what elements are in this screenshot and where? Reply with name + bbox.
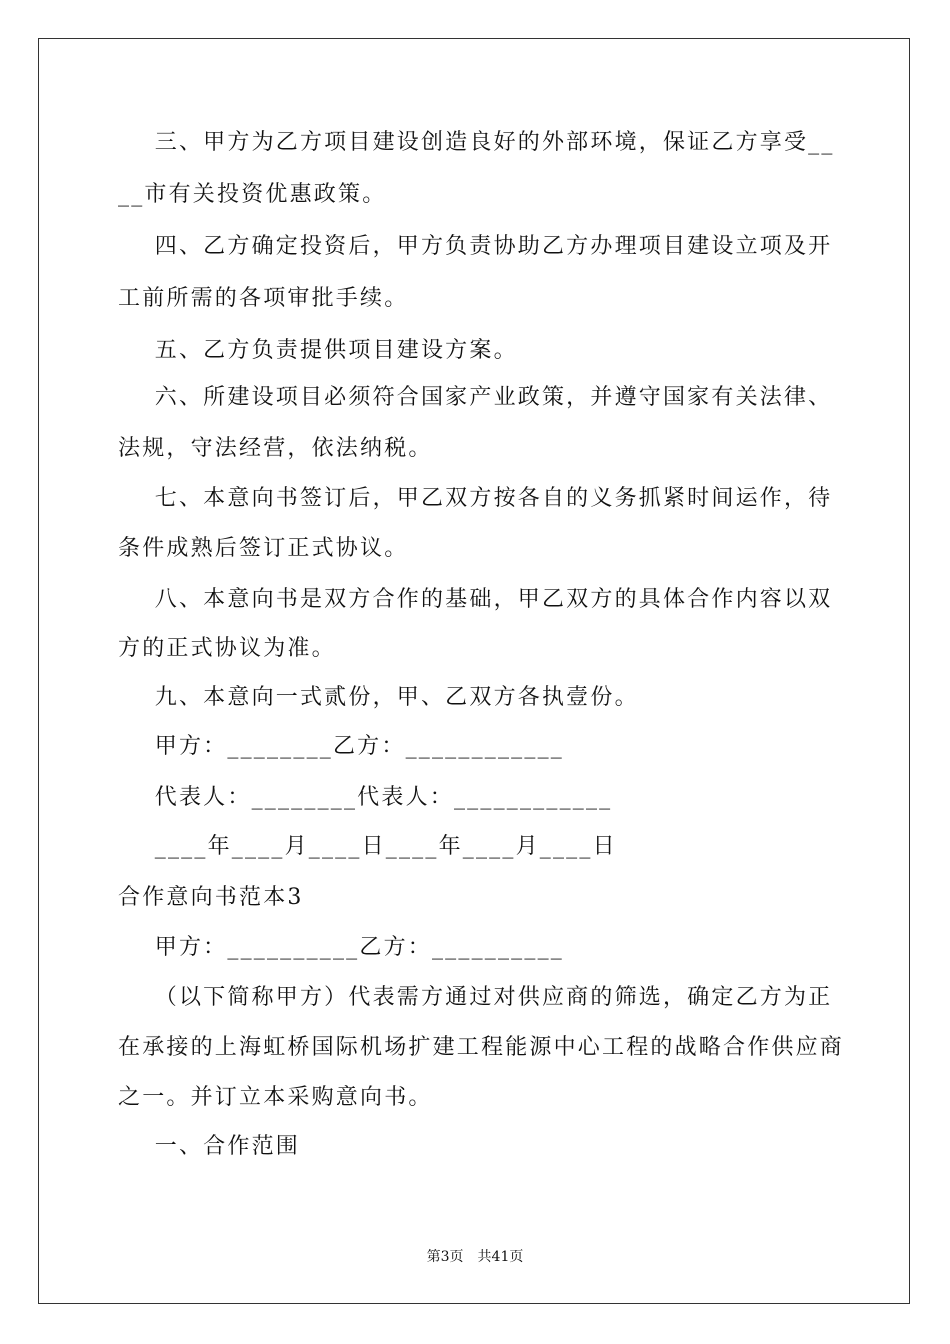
- signature-line-representative: 代表人：________代表人：____________: [118, 785, 613, 810]
- paragraph-line: 在承接的上海虹桥国际机场扩建工程能源中心工程的战略合作供应商: [118, 1035, 845, 1060]
- section-heading: 合作意向书范本3: [118, 885, 304, 910]
- paragraph-line: 四、乙方确定投资后，甲方负责协助乙方办理项目建设立项及开: [118, 234, 833, 259]
- paragraph-line: __市有关投资优惠政策。: [118, 182, 387, 207]
- signature-line-date: ____年____月____日____年____月____日: [118, 834, 617, 859]
- page-number: 第3页 共41页: [426, 1249, 524, 1265]
- paragraph-line: 六、所建设项目必须符合国家产业政策，并遵守国家有关法律、: [118, 385, 833, 410]
- signature-line-party: 甲方：__________乙方：__________: [118, 935, 564, 960]
- paragraph-line: 九、本意向一式贰份，甲、乙双方各执壹份。: [118, 685, 639, 710]
- paragraph-line: 一、合作范围: [118, 1134, 300, 1159]
- paragraph-line: 三、甲方为乙方项目建设创造良好的外部环境，保证乙方享受__: [118, 130, 835, 155]
- page-border: [38, 38, 910, 1304]
- paragraph-line: 方的正式协议为准。: [118, 636, 336, 661]
- paragraph-line: （以下简称甲方）代表需方通过对供应商的筛选，确定乙方为正: [118, 985, 833, 1010]
- signature-line-party: 甲方：________乙方：____________: [118, 734, 564, 759]
- paragraph-line: 五、乙方负责提供项目建设方案。: [118, 338, 518, 363]
- paragraph-line: 七、本意向书签订后，甲乙双方按各自的义务抓紧时间运作，待: [118, 486, 833, 511]
- paragraph-line: 条件成熟后签订正式协议。: [118, 536, 409, 561]
- paragraph-line: 工前所需的各项审批手续。: [118, 286, 409, 311]
- paragraph-line: 八、本意向书是双方合作的基础，甲乙双方的具体合作内容以双: [118, 587, 833, 612]
- paragraph-line: 之一。并订立本采购意向书。: [118, 1085, 433, 1110]
- paragraph-line: 法规，守法经营，依法纳税。: [118, 436, 433, 461]
